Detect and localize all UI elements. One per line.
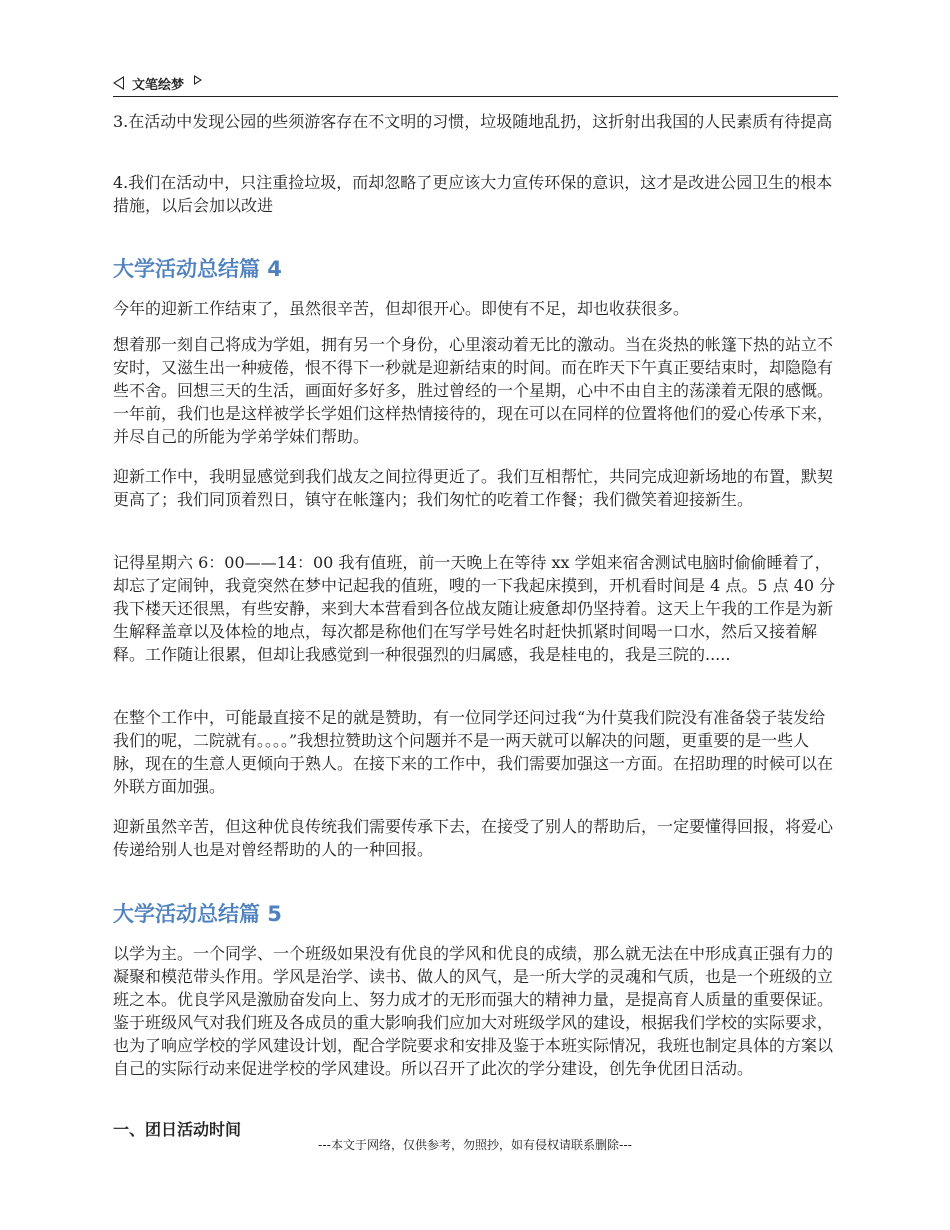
paragraph: 迎新工作中，我明显感觉到我们战友之间拉得更近了。我们互相帮忙，共同完成迎新场地的布置，默契更高了；我们同顶着烈日，镇守在帐篷内；我们匆忙的吃着工作餐；我们微笑着迎接新生。	[113, 467, 834, 509]
paragraph: 今年的迎新工作结束了，虽然很辛苦，但却很开心。即使有不足，却也收获很多。	[113, 299, 690, 318]
paragraph: 记得星期六 6：00——14：00 我有值班，前一天晚上在等待 xx 学姐来宿舍测试电脑时偷偷睡着了，却忘了定闹钟，我竟突然在梦中记起我的值班，嗖的一下我起床摸到，开机看时间是 4 点。5 点 40 分我下楼天还很黑，有些安静，来到大本营看到各位战友随让疲惫却仍坚持着。这天上午我的工作是为新生解释盖章以及体检的地点，每次都是称他们在写学号姓名时赶快抓紧时间喝一口水，然后又接着解释。工作随让很累，但却让我感觉到一种很强烈的归属感，我是桂电的，我是三院的.....	[113, 553, 836, 664]
section-heading: 大学活动总结篇 5	[113, 902, 282, 926]
page-footer: ---本文于网络，仅供参考，勿照抄，如有侵权请联系删除---	[318, 1138, 632, 1152]
header-title: 文笔绘梦	[132, 77, 185, 93]
page-header	[113, 70, 838, 97]
subsection-heading: 一、团日活动时间	[113, 1120, 242, 1139]
section-heading: 大学活动总结篇 4	[113, 257, 282, 281]
paragraph: 在整个工作中，可能最直接不足的就是赞助，有一位同学还问过我“为什莫我们院没有准备袋子装发给我们的呢，二院就有。。。。”我想拉赞助这个问题并不是一两天就可以解决的问题，更重要的是一些人脉，现在的生意人更倾向于熟人。在接下来的工作中，我们需要加强这一方面。在招助理的时候可以在外联方面加强。	[113, 708, 834, 796]
paragraph: 以学为主。一个同学、一个班级如果没有优良的学风和优良的成绩，那么就无法在中形成真正强有力的凝聚和模范带头作用。学风是治学、读书、做人的风气，是一所大学的灵魂和气质，也是一个班级的立班之本。优良学风是激励奋发向上、努力成才的无形而强大的精神力量，是提高育人质量的重要保证。鉴于班级风气对我们班及各成员的重大影响我们应加大对班级学风的建设，根据我们学校的实际要求，也为了响应学校的学风建设计划，配合学院要求和安排及鉴于本班实际情况，我班也制定具体的方案以自己的实际行动来促进学校的学风建设。所以召开了此次的学分建设，创先争优团日活动。	[113, 944, 834, 1078]
triangle-right-icon	[194, 75, 202, 85]
triangle-left-icon	[113, 76, 124, 90]
paragraph: 4.我们在活动中，只注重捡垃圾，而却忽略了更应该大力宣传环保的意识，这才是改进公园卫生的根本措施，以后会加以改进	[113, 173, 833, 215]
paragraph: 迎新虽然辛苦，但这种优良传统我们需要传承下去，在接受了别人的帮助后，一定要懂得回报，将爱心传递给别人也是对曾经帮助的人的一种回报。	[113, 817, 834, 859]
paragraph: 3.在活动中发现公园的些须游客存在不文明的习惯，垃圾随地乱扔，这折射出我国的人民素质有待提高	[113, 112, 833, 131]
paragraph: 想着那一刻自己将成为学姐，拥有另一个身份，心里滚动着无比的激动。当在炎热的帐篷下热的站立不安时，又滋生出一种疲倦，恨不得下一秒就是迎新结束的时间。而在昨天下午真正要结束时，却隐隐有些不舍。回想三天的生活，画面好多好多，胜过曾经的一个星期，心中不由自主的荡漾着无限的感慨。一年前，我们也是这样被学长学姐们这样热情接待的，现在可以在同样的位置将他们的爱心传承下来，并尽自己的所能为学弟学妹们帮助。	[113, 335, 834, 446]
